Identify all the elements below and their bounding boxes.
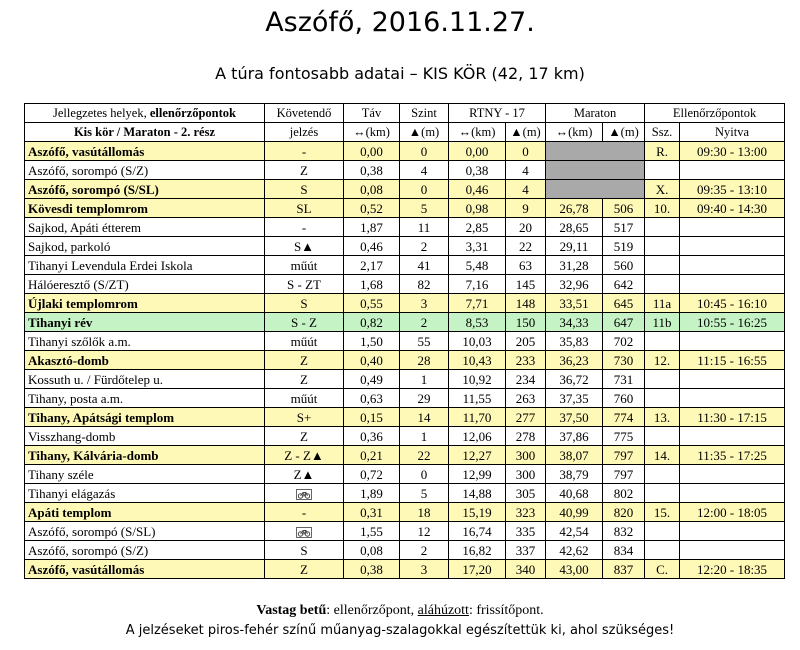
cell-ssz (645, 427, 680, 446)
cell-mark: - (265, 142, 344, 161)
table-row (25, 408, 785, 427)
table-row (25, 256, 785, 275)
cell-nyitva (680, 218, 785, 237)
cell-place: Aszófő, sorompó (S/SL) (25, 180, 265, 199)
header-places: Jellegzetes helyek, ellenőrzőpontok (25, 104, 265, 123)
cell-mark: S (265, 180, 344, 199)
table-row (25, 389, 785, 408)
cell-rtny-km: 0,98 (449, 199, 506, 218)
cell-ssz: 14. (645, 446, 680, 465)
cell-place: Tihanyi rév (25, 313, 265, 332)
header-row-2 (25, 123, 785, 142)
cell-nyitva: 11:35 - 17:25 (680, 446, 785, 465)
cell-szint: 2 (400, 313, 449, 332)
cell-szint: 5 (400, 199, 449, 218)
cell-ssz: 11b (645, 313, 680, 332)
cell-rtny-km: 17,20 (449, 560, 506, 579)
cell-mark: műút (265, 389, 344, 408)
cell-tav: 0,46 (344, 237, 400, 256)
table-row (25, 218, 785, 237)
tour-data-table (24, 103, 785, 579)
cell-maraton-empty (546, 180, 645, 199)
cell-place: Újlaki templomrom (25, 294, 265, 313)
cell-rtny-km: 12,06 (449, 427, 506, 446)
cell-rtny-m: 4 (506, 161, 546, 180)
cell-place: Aszófő, sorompó (S/SL) (25, 522, 265, 541)
cell-szint: 0 (400, 180, 449, 199)
cell-ssz (645, 465, 680, 484)
cell-mark: Z▲ (265, 465, 344, 484)
cell-ssz (645, 389, 680, 408)
cell-mar-m: 832 (603, 522, 645, 541)
cell-rtny-m: 300 (506, 446, 546, 465)
cell-tav: 0,00 (344, 142, 400, 161)
cell-mark: Z - Z▲ (265, 446, 344, 465)
cell-maraton-empty (546, 161, 645, 180)
cell-ssz (645, 332, 680, 351)
cell-tav: 0,08 (344, 180, 400, 199)
cell-nyitva (680, 332, 785, 351)
cell-nyitva (680, 465, 785, 484)
cell-place: Tihanyi szőlők a.m. (25, 332, 265, 351)
page-title: Aszófő, 2016.11.27. (265, 7, 535, 38)
table-row (25, 522, 785, 541)
cell-rtny-m: 263 (506, 389, 546, 408)
cell-mar-km: 42,54 (546, 522, 603, 541)
cell-mark: S (265, 294, 344, 313)
cell-ssz: 15. (645, 503, 680, 522)
cell-rtny-m: 4 (506, 180, 546, 199)
cell-ssz (645, 370, 680, 389)
cell-nyitva: 11:30 - 17:15 (680, 408, 785, 427)
cell-place: Tihanyi Levendula Erdei Iskola (25, 256, 265, 275)
cell-tav: 0,72 (344, 465, 400, 484)
cell-ssz: 13. (645, 408, 680, 427)
cell-mar-km: 31,28 (546, 256, 603, 275)
cell-szint: 41 (400, 256, 449, 275)
cell-rtny-m: 233 (506, 351, 546, 370)
cell-mark: S+ (265, 408, 344, 427)
cell-place: Tihany, Apátsági templom (25, 408, 265, 427)
cell-tav: 0,21 (344, 446, 400, 465)
cell-tav: 0,82 (344, 313, 400, 332)
cell-mar-km: 26,78 (546, 199, 603, 218)
cell-ssz (645, 256, 680, 275)
cell-rtny-m: 63 (506, 256, 546, 275)
cell-rtny-km: 16,74 (449, 522, 506, 541)
cell-mar-m: 506 (603, 199, 645, 218)
cell-mark: SL (265, 199, 344, 218)
cell-mark: Z (265, 161, 344, 180)
cell-ssz (645, 541, 680, 560)
cell-mark: műút (265, 332, 344, 351)
cell-mar-m: 560 (603, 256, 645, 275)
cell-rtny-km: 3,31 (449, 237, 506, 256)
table-row (25, 180, 785, 199)
cell-mar-km: 43,00 (546, 560, 603, 579)
header-mar-dist-unit: ↔(km) (546, 123, 603, 142)
cell-rtny-km: 7,16 (449, 275, 506, 294)
cell-rtny-m: 278 (506, 427, 546, 446)
cell-mar-km: 37,35 (546, 389, 603, 408)
cell-rtny-m: 150 (506, 313, 546, 332)
cell-szint: 1 (400, 427, 449, 446)
cell-place: Tihany, posta a.m. (25, 389, 265, 408)
cell-tav: 0,63 (344, 389, 400, 408)
cell-tav: 2,17 (344, 256, 400, 275)
cell-mark: S - ZT (265, 275, 344, 294)
cell-rtny-m: 148 (506, 294, 546, 313)
cell-mark: Z (265, 351, 344, 370)
header-dist-unit: ↔(km) (344, 123, 400, 142)
cell-place: Sajkod, parkoló (25, 237, 265, 256)
cell-place: Apáti templom (25, 503, 265, 522)
bicycle-icon (296, 489, 312, 500)
cell-nyitva (680, 522, 785, 541)
cell-mark: - (265, 218, 344, 237)
cell-rtny-km: 15,19 (449, 503, 506, 522)
bicycle-icon (296, 527, 312, 538)
cell-nyitva (680, 275, 785, 294)
cell-place: Sajkod, Apáti étterem (25, 218, 265, 237)
cell-mar-km: 33,51 (546, 294, 603, 313)
cell-nyitva (680, 237, 785, 256)
cell-place: Visszhang-domb (25, 427, 265, 446)
cell-szint: 14 (400, 408, 449, 427)
cell-rtny-m: 20 (506, 218, 546, 237)
cell-nyitva: 11:15 - 16:55 (680, 351, 785, 370)
cell-rtny-km: 10,43 (449, 351, 506, 370)
cell-place: Aszófő, sorompó (S/Z) (25, 541, 265, 560)
cell-mar-m: 731 (603, 370, 645, 389)
cell-mar-m: 730 (603, 351, 645, 370)
cell-szint: 1 (400, 370, 449, 389)
table-row (25, 446, 785, 465)
cell-mar-m: 775 (603, 427, 645, 446)
cell-mar-km: 36,72 (546, 370, 603, 389)
cell-szint: 2 (400, 237, 449, 256)
header-level-unit: ▲(m) (400, 123, 449, 142)
cell-szint: 29 (400, 389, 449, 408)
cell-rtny-km: 10,03 (449, 332, 506, 351)
cell-nyitva: 12:20 - 18:35 (680, 560, 785, 579)
cell-tav: 0,08 (344, 541, 400, 560)
cell-rtny-m: 205 (506, 332, 546, 351)
header-mar-level-unit: ▲(m) (603, 123, 645, 142)
cell-ssz: R. (645, 142, 680, 161)
table-row (25, 503, 785, 522)
cell-ssz (645, 484, 680, 503)
cell-ssz: 10. (645, 199, 680, 218)
legend-line: Vastag betű: ellenőrzőpont, aláhúzott: frissítőpont. (256, 603, 544, 618)
cell-mar-m: 517 (603, 218, 645, 237)
cell-rtny-m: 337 (506, 541, 546, 560)
cell-szint: 28 (400, 351, 449, 370)
cell-tav: 0,40 (344, 351, 400, 370)
cell-mark: Z (265, 370, 344, 389)
cell-mar-km: 29,11 (546, 237, 603, 256)
cell-mar-m: 802 (603, 484, 645, 503)
cell-mar-m: 820 (603, 503, 645, 522)
cell-rtny-km: 12,99 (449, 465, 506, 484)
header-follow: Követendő (265, 104, 344, 123)
cell-mar-m: 797 (603, 446, 645, 465)
cell-szint: 5 (400, 484, 449, 503)
table-row (25, 351, 785, 370)
cell-rtny-m: 340 (506, 560, 546, 579)
cell-tav: 0,38 (344, 560, 400, 579)
cell-mar-km: 34,33 (546, 313, 603, 332)
header-level: Szint (400, 104, 449, 123)
cell-nyitva: 09:30 - 13:00 (680, 142, 785, 161)
cell-place: Kövesdi templomrom (25, 199, 265, 218)
cell-mar-km: 36,23 (546, 351, 603, 370)
cell-rtny-km: 0,38 (449, 161, 506, 180)
table-row (25, 427, 785, 446)
cell-tav: 1,55 (344, 522, 400, 541)
table-row (25, 332, 785, 351)
cell-mar-m: 797 (603, 465, 645, 484)
cell-ssz (645, 218, 680, 237)
cell-mark (265, 484, 344, 503)
header-mark: jelzés (265, 123, 344, 142)
cell-szint: 18 (400, 503, 449, 522)
cell-ssz (645, 237, 680, 256)
cell-ssz: 12. (645, 351, 680, 370)
cell-rtny-m: 0 (506, 142, 546, 161)
cell-mar-km: 38,79 (546, 465, 603, 484)
cell-rtny-km: 11,55 (449, 389, 506, 408)
cell-place: Tihanyi elágazás (25, 484, 265, 503)
cell-place: Aszófő, vasútállomás (25, 560, 265, 579)
header-maraton: Maraton (546, 104, 645, 123)
cell-nyitva: 09:40 - 14:30 (680, 199, 785, 218)
table-row (25, 142, 785, 161)
cell-szint: 22 (400, 446, 449, 465)
header-rtny-dist-unit: ↔(km) (449, 123, 506, 142)
cell-mar-m: 702 (603, 332, 645, 351)
cell-szint: 0 (400, 465, 449, 484)
cell-nyitva (680, 370, 785, 389)
cell-place: Kossuth u. / Fürdőtelep u. (25, 370, 265, 389)
cell-nyitva: 10:45 - 16:10 (680, 294, 785, 313)
cell-rtny-km: 5,48 (449, 256, 506, 275)
cell-mark: Z (265, 560, 344, 579)
table-row (25, 199, 785, 218)
cell-ssz: C. (645, 560, 680, 579)
cell-ssz (645, 161, 680, 180)
table-row (25, 161, 785, 180)
page-subtitle: A túra fontosabb adatai – KIS KÖR (42, 17 km) (215, 64, 585, 83)
cell-szint: 0 (400, 142, 449, 161)
cell-mark: S (265, 541, 344, 560)
cell-place: Hálóeresztő (S/ZT) (25, 275, 265, 294)
cell-mar-m: 834 (603, 541, 645, 560)
cell-mar-m: 519 (603, 237, 645, 256)
cell-ssz: X. (645, 180, 680, 199)
cell-mar-km: 42,62 (546, 541, 603, 560)
cell-tav: 1,89 (344, 484, 400, 503)
cell-nyitva: 12:00 - 18:05 (680, 503, 785, 522)
cell-mar-m: 760 (603, 389, 645, 408)
cell-tav: 1,50 (344, 332, 400, 351)
cell-rtny-km: 0,46 (449, 180, 506, 199)
cell-mar-km: 28,65 (546, 218, 603, 237)
cell-tav: 0,38 (344, 161, 400, 180)
cell-tav: 0,36 (344, 427, 400, 446)
cell-szint: 4 (400, 161, 449, 180)
cell-mar-km: 32,96 (546, 275, 603, 294)
table-row (25, 465, 785, 484)
cell-place: Aszófő, sorompó (S/Z) (25, 161, 265, 180)
cell-mar-m: 647 (603, 313, 645, 332)
cell-rtny-m: 9 (506, 199, 546, 218)
cell-tav: 0,49 (344, 370, 400, 389)
cell-tav: 0,52 (344, 199, 400, 218)
header-rtny: RTNY - 17 (449, 104, 546, 123)
cell-nyitva (680, 389, 785, 408)
header-row-1 (25, 104, 785, 123)
cell-mar-m: 837 (603, 560, 645, 579)
cell-rtny-m: 145 (506, 275, 546, 294)
cell-rtny-km: 14,88 (449, 484, 506, 503)
cell-mark: S - Z (265, 313, 344, 332)
cell-szint: 3 (400, 294, 449, 313)
header-kiskor: Kis kör / Maraton - 2. rész (25, 123, 265, 142)
cell-tav: 0,15 (344, 408, 400, 427)
cell-place: Tihany széle (25, 465, 265, 484)
table-row (25, 484, 785, 503)
cell-ssz (645, 522, 680, 541)
cell-rtny-m: 335 (506, 522, 546, 541)
cell-rtny-km: 11,70 (449, 408, 506, 427)
cell-mar-km: 38,07 (546, 446, 603, 465)
cell-tav: 0,55 (344, 294, 400, 313)
cell-nyitva (680, 161, 785, 180)
header-rtny-level-unit: ▲(m) (506, 123, 546, 142)
table-row (25, 370, 785, 389)
cell-nyitva (680, 256, 785, 275)
header-checkpoints: Ellenőrzőpontok (645, 104, 785, 123)
cell-tav: 1,68 (344, 275, 400, 294)
cell-rtny-m: 22 (506, 237, 546, 256)
cell-nyitva: 09:35 - 13:10 (680, 180, 785, 199)
cell-rtny-m: 323 (506, 503, 546, 522)
cell-rtny-km: 8,53 (449, 313, 506, 332)
cell-szint: 11 (400, 218, 449, 237)
cell-mar-km: 37,86 (546, 427, 603, 446)
header-distance: Táv (344, 104, 400, 123)
cell-place: Tihany, Kálvária-domb (25, 446, 265, 465)
cell-rtny-km: 10,92 (449, 370, 506, 389)
table-row (25, 560, 785, 579)
cell-mark: Z (265, 427, 344, 446)
cell-place: Aszófő, vasútállomás (25, 142, 265, 161)
cell-ssz (645, 275, 680, 294)
cell-mark: S▲ (265, 237, 344, 256)
cell-rtny-m: 234 (506, 370, 546, 389)
cell-mark: műút (265, 256, 344, 275)
cell-rtny-km: 16,82 (449, 541, 506, 560)
cell-rtny-m: 300 (506, 465, 546, 484)
cell-rtny-m: 277 (506, 408, 546, 427)
cell-tav: 0,31 (344, 503, 400, 522)
cell-nyitva (680, 427, 785, 446)
cell-szint: 12 (400, 522, 449, 541)
note-line: A jelzéseket piros-fehér színű műanyag-szalagokkal egészítettük ki, ahol szükséges! (125, 623, 675, 638)
cell-mar-km: 35,83 (546, 332, 603, 351)
cell-mark: - (265, 503, 344, 522)
cell-mar-km: 37,50 (546, 408, 603, 427)
header-ssz: Ssz. (645, 123, 680, 142)
cell-mar-m: 774 (603, 408, 645, 427)
table-row (25, 541, 785, 560)
cell-mark (265, 522, 344, 541)
table-row (25, 313, 785, 332)
table-row (25, 237, 785, 256)
cell-rtny-m: 305 (506, 484, 546, 503)
table-row (25, 275, 785, 294)
header-open: Nyitva (680, 123, 785, 142)
cell-szint: 55 (400, 332, 449, 351)
cell-rtny-km: 2,85 (449, 218, 506, 237)
cell-rtny-km: 7,71 (449, 294, 506, 313)
cell-nyitva (680, 541, 785, 560)
cell-mar-m: 645 (603, 294, 645, 313)
cell-szint: 3 (400, 560, 449, 579)
cell-maraton-empty (546, 142, 645, 161)
cell-ssz: 11a (645, 294, 680, 313)
cell-rtny-km: 12,27 (449, 446, 506, 465)
table-row (25, 294, 785, 313)
cell-nyitva (680, 484, 785, 503)
cell-mar-m: 642 (603, 275, 645, 294)
cell-place: Akasztó-domb (25, 351, 265, 370)
cell-szint: 82 (400, 275, 449, 294)
cell-rtny-km: 0,00 (449, 142, 506, 161)
cell-mar-km: 40,68 (546, 484, 603, 503)
cell-nyitva: 10:55 - 16:25 (680, 313, 785, 332)
cell-mar-km: 40,99 (546, 503, 603, 522)
cell-tav: 1,87 (344, 218, 400, 237)
cell-szint: 2 (400, 541, 449, 560)
